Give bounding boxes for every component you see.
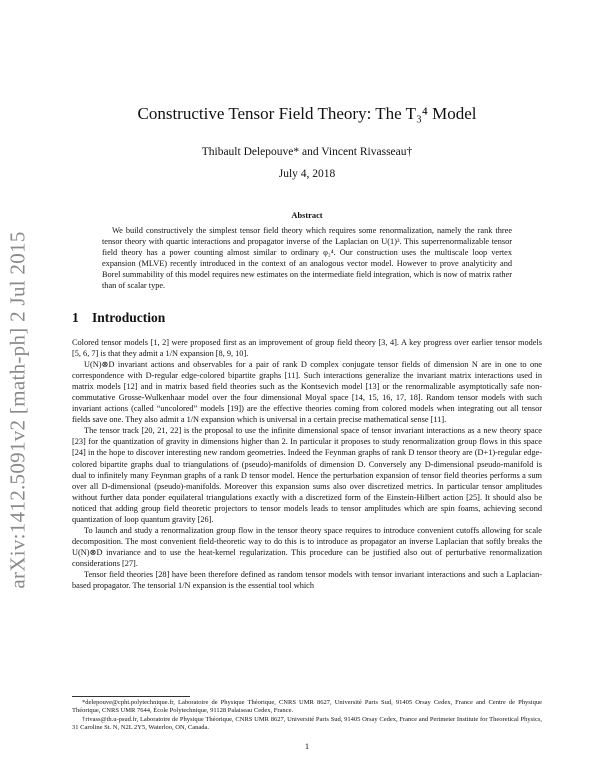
section-body	[72, 337, 542, 591]
footnotes	[72, 699, 542, 733]
paragraph-3: The tensor track [20, 21, 22] is the proposal to use the infinite dimensional space of tensor invariant interactions as a new theory space [23] for the quantization of gravity in dimensions higher than 2. In particular it proposes to study renormalization group flows in this space [24] in the hope to discover interesting new random geometries. Indeed the Feynman graphs of rank D tensor theory are (D+1)-regular edge-colored bipartite graphs dual to triangulations of (pseudo)-manifolds of dimension D. Conversely any D-dimensional pseudo-manifold is dual to infinitely many Feynman graphs of a rank D tensor model. Hence the perturbation expansion of tensor field theories performs a sum over all D-dimensional (pseudo)-manifolds. Moreover this expansion sums also over discretized metrics. In particular tensor amplitudes without further data ponder equilateral triangulations exactly with a discretized form of the Einstein-Hilbert action [25]. It should also be noticed that adding group field theoretic projectors to tensor models leads to tensor amplitudes which are spin foams, achieving second quantization of loop quantum gravity [26].	[72, 426, 542, 524]
paper-title: Constructive Tensor Field Theory: The T₃⁴ Model	[137, 104, 477, 123]
arxiv-identifier: arXiv:1412.5091v2 [math-ph] 2 Jul 2015	[5, 231, 30, 589]
paragraph-2: U(N)⊗D invariant actions and observables for a pair of rank D complex conjugate tensor fields of dimension N are in one to one correspondence with D-regular edge-colored bipartite graphs [11]. Such interactions generalize the invariant matrix interactions used in matrix models [12] and in matrix based field theories such as the Kontsevich model [13] or the renormalizable asymptotically safe non-commutative Grosse-Wulkenhaar model over the four dimensional Moyal space [14, 15, 16, 17, 18]. Random tensor models with such invariant actions (called “uncolored” models [19]) are the effective theories coming from colored models when integrating out all tensor fields save one. They also admit a 1/N expansion which is universal in a certain precise mathematical sense [11].	[72, 360, 542, 425]
footnote-rule	[72, 696, 190, 697]
page-number: 1	[304, 741, 310, 751]
footnote-1: *delepouve@cpht.polytechnique.fr, Laboratoire de Physique Théorique, CNRS UMR 8627, Université Paris Sud, 91405 Orsay Cedex, France and Centre de Physique Théorique, CNRS UMR 7644, École Polytechnique, 91128 Palaiseau Cedex, France.	[72, 699, 542, 715]
arxiv-stamp	[4, 210, 32, 610]
section-heading	[72, 310, 165, 326]
section-number: 1	[72, 310, 79, 325]
paragraph-1: Colored tensor models [1, 2] were proposed first as an improvement of group field theory [3, 4]. A key progress over earlier tensor models [5, 6, 7] is that they admit a 1/N expansion [8, 9, 10].	[72, 338, 542, 359]
paragraph-5: Tensor field theories [28] have been therefore defined as random tensor models with tensor invariant interactions and such a Laplacian-based propagator. The tensorial 1/N expansion is the essential tool which	[72, 569, 542, 591]
abstract-text: We build constructively the simplest tensor field theory which requires some renormalization, namely the rank three tensor theory with quartic interactions and propagator inverse of the Laplacian on U(1)³. This superrenormalizable tensor field theory has a power counting almost similar to ordinary φ₂⁴. Our construction uses the multiscale loop vertex expansion (MLVE) recently introduced in the context of an analogous vector model. However to prove analyticity and Borel summability of this model requires new estimates on the intermediate field integration, which is now of matrix rather than of scalar type.	[102, 226, 512, 291]
section-title: Introduction	[92, 310, 166, 325]
paper-date: July 4, 2018	[278, 168, 336, 180]
paragraph-4: To launch and study a renormalization group flow in the tensor theory space requires to introduce convenient cutoffs allowing for scale decomposition. The most convenient field-theoretic way to do this is to introduce as propagator an inverse Laplacian that softly breaks the U(N)⊗D invariance and to use the heat-kernel regularization. This procedure can be justified also out of perturbative renormalization considerations [27].	[72, 525, 542, 568]
abstract-heading: Abstract	[291, 211, 323, 220]
footnote-2: †rivass@th.u-psud.fr, Laboratoire de Physique Théorique, CNRS UMR 8627, Université Paris Sud, 91405 Orsay Cedex, France and Perimeter Institute for Theoretical Physics, 31 Caroline St. N, N2L 2Y5, Waterloo, ON, Canada.	[72, 715, 542, 732]
paper-authors: Thibault Delepouve* and Vincent Rivasseau†	[201, 146, 413, 158]
